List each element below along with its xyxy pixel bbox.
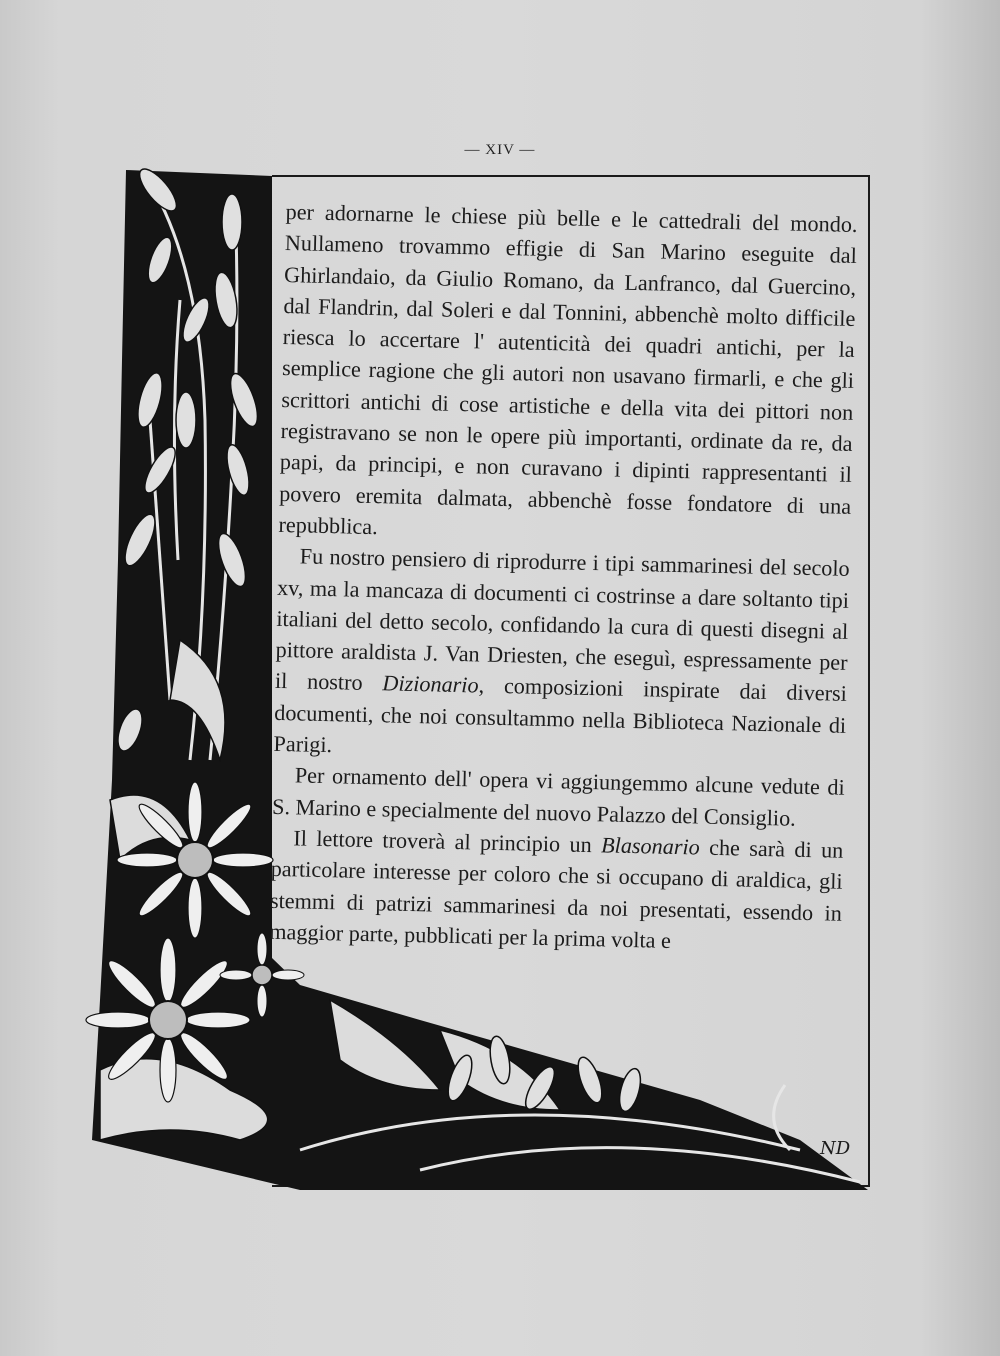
blasonario-italic: Blasonario	[600, 832, 701, 860]
page-number: — XIV —	[464, 142, 536, 158]
paragraph-4	[269, 822, 844, 960]
artist-monogram: ND	[820, 1138, 851, 1159]
paragraph-4-text-cont: che sarà di un particolare interesse per coloro che si occupano di araldica, gli stemmi di patrizi sammarinesi da noi presentati, essendo in maggior parte, pubblicati per la prima volta e	[269, 834, 844, 953]
daisy-upper	[117, 782, 273, 938]
dizionario-italic: Dizionario	[382, 670, 479, 698]
paragraph-1: per adornarne le chiese più belle e le cattedrali del mondo. Nullameno trovammo effigie di San Marino eseguite dal Ghirlandaio, da Giulio Romano, da Lanfranco, dal Guercino, dal Flandrin, dal Soleri e dal Tonnini, abbenchè molto difficile riesca lo accertare l' autenticità dei quadri antichi, per la semplice ragione che gli autori non usavano firmarli, e che gli scrittori antichi di cose artistiche e della vita dei pittori non registravano se non le opere più importanti, ordinate da re, da papi, da principi, e non curavano i dipinti rappresentanti il povero eremita dalmata, abbenchè fosse fondatore di una repubblica.	[278, 198, 858, 540]
paragraph-2-text: Fu nostro pensiero di riprodurre i tipi sammarinesi del secolo xv, ma la mancaza di documenti ci costrinse a dare soltanto tipi italiani del detto secolo, confidando la cura di questi disegni al pittore araldista J. Van Driesten, che eseguì, espressamente per il nostro	[274, 543, 850, 696]
paragraph-3: Per ornamento dell' opera vi aggiungemmo alcune vedute di S. Marino e specialmente del nuovo Palazzo del Consiglio.	[271, 762, 846, 831]
daisy-lower	[86, 938, 250, 1102]
paragraph-2	[273, 540, 850, 772]
page-body-text	[269, 196, 858, 960]
paragraph-2-text-cont: , composizioni inspirate dai diversi documenti, che noi consultammo nella Biblioteca Nazionale di Parigi.	[273, 672, 848, 758]
paragraph-4-text: Il lettore troverà al principio un	[293, 825, 602, 858]
